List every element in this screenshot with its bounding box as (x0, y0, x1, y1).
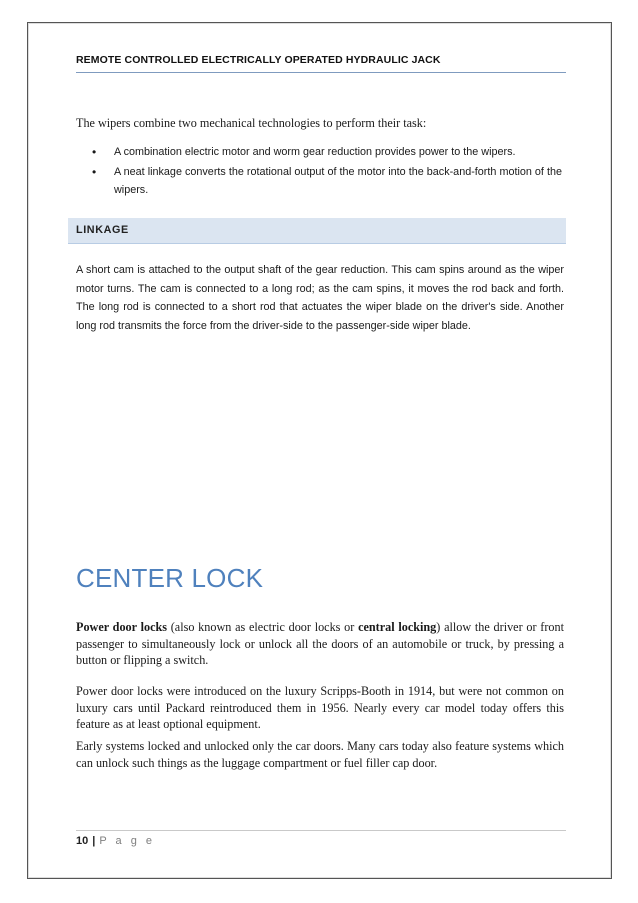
center-lock-title: CENTER LOCK (76, 563, 264, 593)
list-item (92, 143, 562, 161)
paragraph-text: (also known as electric door locks or (167, 620, 359, 634)
term-central-locking: central locking (358, 620, 437, 634)
center-lock-paragraph-2: Power door locks were introduced on the luxury Scripps-Booth in 1914, but were not common on luxury cars until Packard reintroduced them in 1956. Nearly every car model today offers this feature as at least optional equipment. (76, 684, 564, 731)
bullet-text: A neat linkage converts the rotational output of the motor into the back-and-forth motion of the wipers. (114, 166, 562, 196)
bullet-text: A combination electric motor and worm gear reduction provides power to the wipers. (114, 146, 516, 158)
bullet-icon: • (92, 145, 97, 159)
page-footer (76, 835, 155, 847)
linkage-paragraph: A short cam is attached to the output shaft of the gear reduction. This cam spins around as the wiper motor turns. The cam is connected to a long rod; as the cam spins, it moves the rod back and forth. The long rod is connected to a short rod that actuates the wiper blade on the driver's side. Another long rod transmits the force from the driver-side to the passenger-side wiper blade. (76, 264, 564, 332)
footer-separator: | (92, 835, 96, 847)
running-header: REMOTE CONTROLLED ELECTRICALLY OPERATED HYDRAULIC JACK (76, 54, 441, 66)
center-lock-paragraph-1 (76, 619, 564, 669)
list-item (92, 163, 562, 199)
page-number: 10 (76, 835, 89, 847)
bullet-list (92, 143, 562, 201)
header-rule (76, 72, 566, 73)
bullet-icon: • (92, 165, 97, 179)
page-label: P a g e (99, 835, 155, 847)
term-power-door-locks: Power door locks (76, 620, 167, 634)
center-lock-paragraph-3: Early systems locked and unlocked only the car doors. Many cars today also feature systems which can unlock such things as the luggage compartment or fuel filler cap door. (76, 739, 564, 770)
intro-text: The wipers combine two mechanical technologies to perform their task: (76, 116, 427, 130)
paragraph-text: ) allow the driver or front passenger to simultaneously lock or unlock all the doors of an automobile or truck, by pressing a button or flipping a switch. (76, 620, 564, 667)
linkage-heading-band (68, 218, 566, 244)
footer-rule (76, 830, 566, 831)
linkage-heading: LINKAGE (76, 224, 129, 236)
